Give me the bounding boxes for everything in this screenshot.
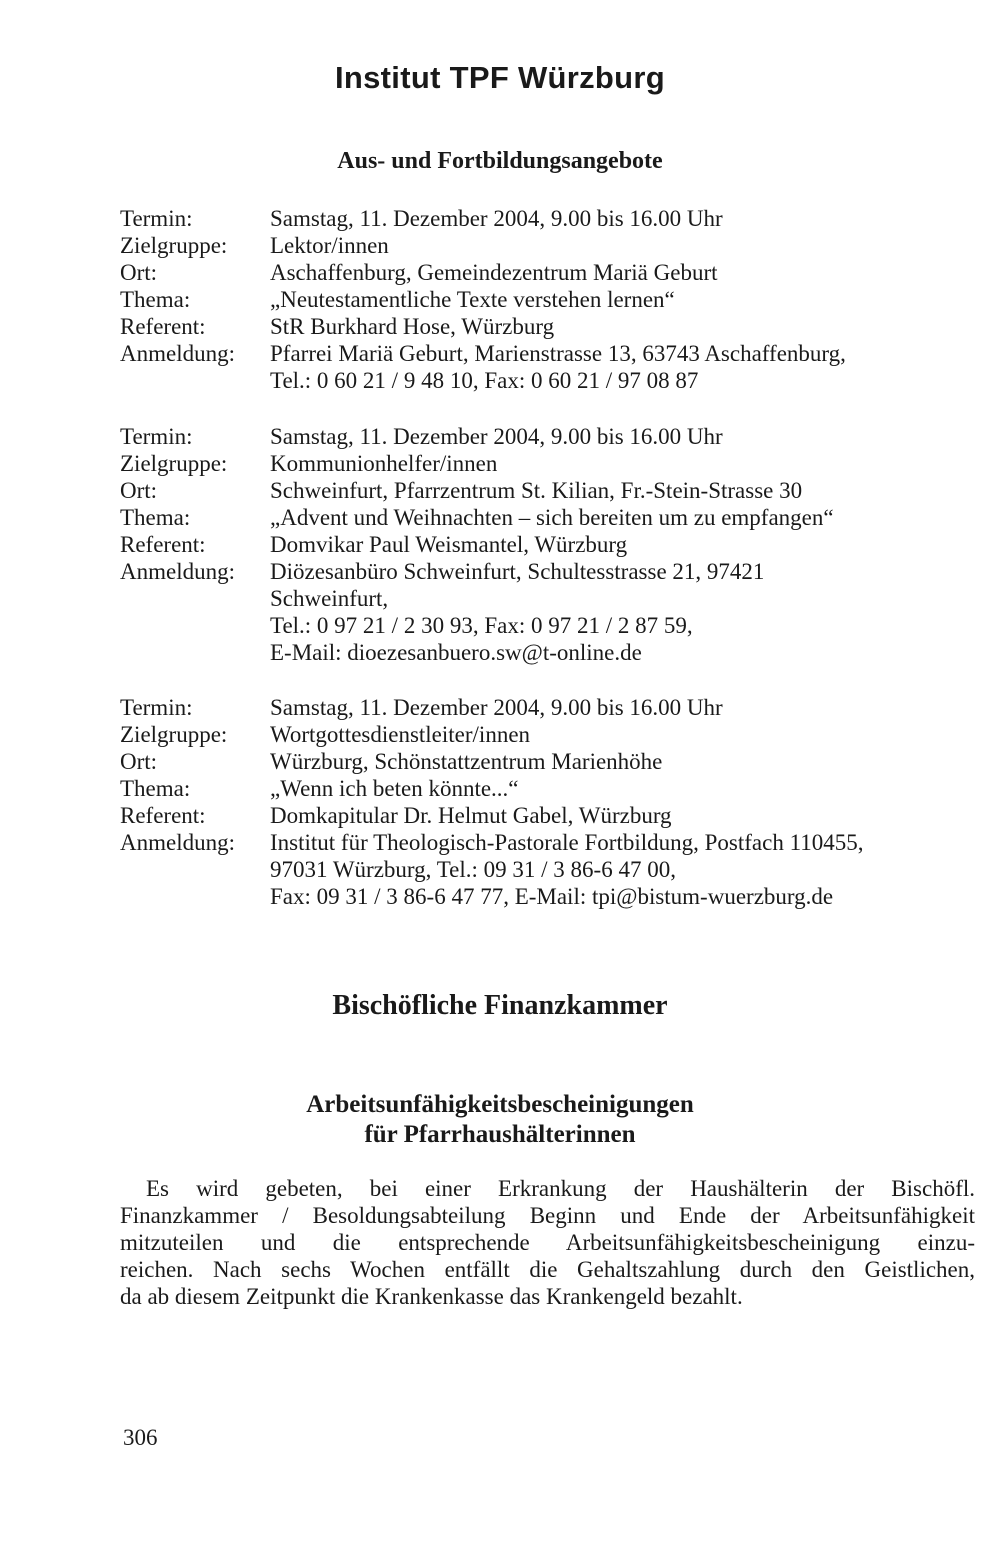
value-line: Tel.: 0 97 21 / 2 30 93, Fax: 0 97 21 / 2 87 59, [270, 613, 693, 638]
value-line: Würzburg, Schönstattzentrum Marienhöhe [270, 749, 663, 774]
value-line: Schweinfurt, [270, 586, 389, 611]
event-field-label: Anmeldung: [120, 830, 235, 855]
event-field-label: Zielgruppe: [120, 233, 228, 258]
value-line: Domvikar Paul Weismantel, Würzburg [270, 532, 628, 557]
heading-line: Arbeitsunfähigkeitsbescheinigungen [306, 1091, 694, 1118]
value-line: Wortgottesdienstleiter/innen [270, 722, 531, 747]
event-field-label: Thema: [120, 505, 191, 530]
paragraph-line: mitzuteilen und die entsprechende Arbeitsunfähigkeitsbescheinigung einzu- [120, 1230, 975, 1255]
event-field-label: Termin: [120, 695, 193, 720]
event-block [120, 694, 960, 910]
event-row [120, 340, 960, 394]
event-row [120, 694, 960, 721]
event-row [120, 477, 960, 504]
value-line: E-Mail: dioezesanbuero.sw@t-online.de [270, 640, 642, 665]
value-line: „Neutestamentliche Texte verstehen lernen“ [270, 287, 675, 312]
finanzkammer-heading [0, 1090, 1000, 1150]
value-line: Pfarrei Mariä Geburt, Marienstrasse 13, 63743 Aschaffenburg, [270, 341, 846, 366]
institut-title: Institut TPF Würzburg [334, 60, 665, 95]
value-line: Tel.: 0 60 21 / 9 48 10, Fax: 0 60 21 / 97 08 87 [270, 368, 699, 393]
event-field-value [270, 775, 960, 802]
event-field-label: Termin: [120, 424, 193, 449]
event-field-label: Referent: [120, 803, 206, 828]
page-number: 306 [123, 1425, 158, 1450]
event-row [120, 558, 960, 666]
event-row [120, 205, 960, 232]
event-row [120, 423, 960, 450]
event-field-label: Zielgruppe: [120, 722, 228, 747]
event-row [120, 232, 960, 259]
value-line: Institut für Theologisch-Pastorale Fortbildung, Postfach 110455, [270, 830, 864, 855]
event-field-label: Referent: [120, 532, 206, 557]
paragraph-line: da ab diesem Zeitpunkt die Krankenkasse das Krankengeld bezahlt. [120, 1284, 743, 1309]
value-line: Samstag, 11. Dezember 2004, 9.00 bis 16.00 Uhr [270, 695, 723, 720]
event-field-label: Ort: [120, 749, 158, 774]
event-field-value [270, 286, 960, 313]
event-field-label: Thema: [120, 776, 191, 801]
event-field-value [270, 477, 960, 504]
event-field-label: Referent: [120, 314, 206, 339]
value-line: Fax: 09 31 / 3 86-6 47 77, E-Mail: tpi@bistum-wuerzburg.de [270, 884, 834, 909]
paragraph-line: reichen. Nach sechs Wochen entfällt die Gehaltszahlung durch den Geistlichen, [120, 1257, 975, 1282]
event-field-value [270, 340, 960, 394]
event-field-label: Thema: [120, 287, 191, 312]
event-row [120, 286, 960, 313]
institut-subtitle: Aus- und Fortbildungsangebote [337, 148, 663, 174]
value-line: Diözesanbüro Schweinfurt, Schultesstrasse 21, 97421 [270, 559, 765, 584]
event-row [120, 259, 960, 286]
event-row [120, 829, 960, 910]
event-row [120, 531, 960, 558]
event-field-value [270, 259, 960, 286]
event-field-label: Ort: [120, 260, 158, 285]
event-row [120, 748, 960, 775]
event-field-value [270, 829, 960, 910]
event-field-value [270, 531, 960, 558]
event-field-label: Termin: [120, 206, 193, 231]
event-row [120, 775, 960, 802]
event-field-value [270, 205, 960, 232]
value-line: Schweinfurt, Pfarrzentrum St. Kilian, Fr.-Stein-Strasse 30 [270, 478, 803, 503]
event-row [120, 721, 960, 748]
event-field-value [270, 558, 960, 666]
value-line: Samstag, 11. Dezember 2004, 9.00 bis 16.00 Uhr [270, 424, 723, 449]
value-line: Domkapitular Dr. Helmut Gabel, Würzburg [270, 803, 672, 828]
heading-line: für Pfarrhaushälterinnen [364, 1121, 636, 1148]
event-row [120, 504, 960, 531]
event-block [120, 205, 960, 394]
event-block [120, 423, 960, 666]
event-field-label: Zielgruppe: [120, 451, 228, 476]
event-row [120, 450, 960, 477]
paragraph-line: Finanzkammer / Besoldungsabteilung Beginn und Ende der Arbeitsunfähigkeit [120, 1203, 975, 1228]
value-line: Kommunionhelfer/innen [270, 451, 498, 476]
event-row [120, 313, 960, 340]
event-field-label: Anmeldung: [120, 559, 235, 584]
event-field-label: Anmeldung: [120, 341, 235, 366]
event-field-value [270, 748, 960, 775]
event-row [120, 802, 960, 829]
event-field-value [270, 232, 960, 259]
value-line: StR Burkhard Hose, Würzburg [270, 314, 555, 339]
value-line: 97031 Würzburg, Tel.: 09 31 / 3 86-6 47 00, [270, 857, 676, 882]
event-field-value [270, 802, 960, 829]
event-field-value [270, 721, 960, 748]
event-field-value [270, 423, 960, 450]
value-line: Aschaffenburg, Gemeindezentrum Mariä Geburt [270, 260, 718, 285]
value-line: Lektor/innen [270, 233, 389, 258]
finanzkammer-paragraph [120, 1175, 975, 1310]
event-field-value [270, 313, 960, 340]
value-line: „Wenn ich beten könnte...“ [270, 776, 519, 801]
finanzkammer-title: Bischöfliche Finanzkammer [332, 990, 668, 1021]
paragraph-line: Es wird gebeten, bei einer Erkrankung der Haushälterin der Bischöfl. [146, 1176, 975, 1201]
value-line: Samstag, 11. Dezember 2004, 9.00 bis 16.00 Uhr [270, 206, 723, 231]
value-line: „Advent und Weihnachten – sich bereiten um zu empfangen“ [270, 505, 834, 530]
event-field-value [270, 450, 960, 477]
event-field-value [270, 504, 960, 531]
event-field-label: Ort: [120, 478, 158, 503]
event-field-value [270, 694, 960, 721]
